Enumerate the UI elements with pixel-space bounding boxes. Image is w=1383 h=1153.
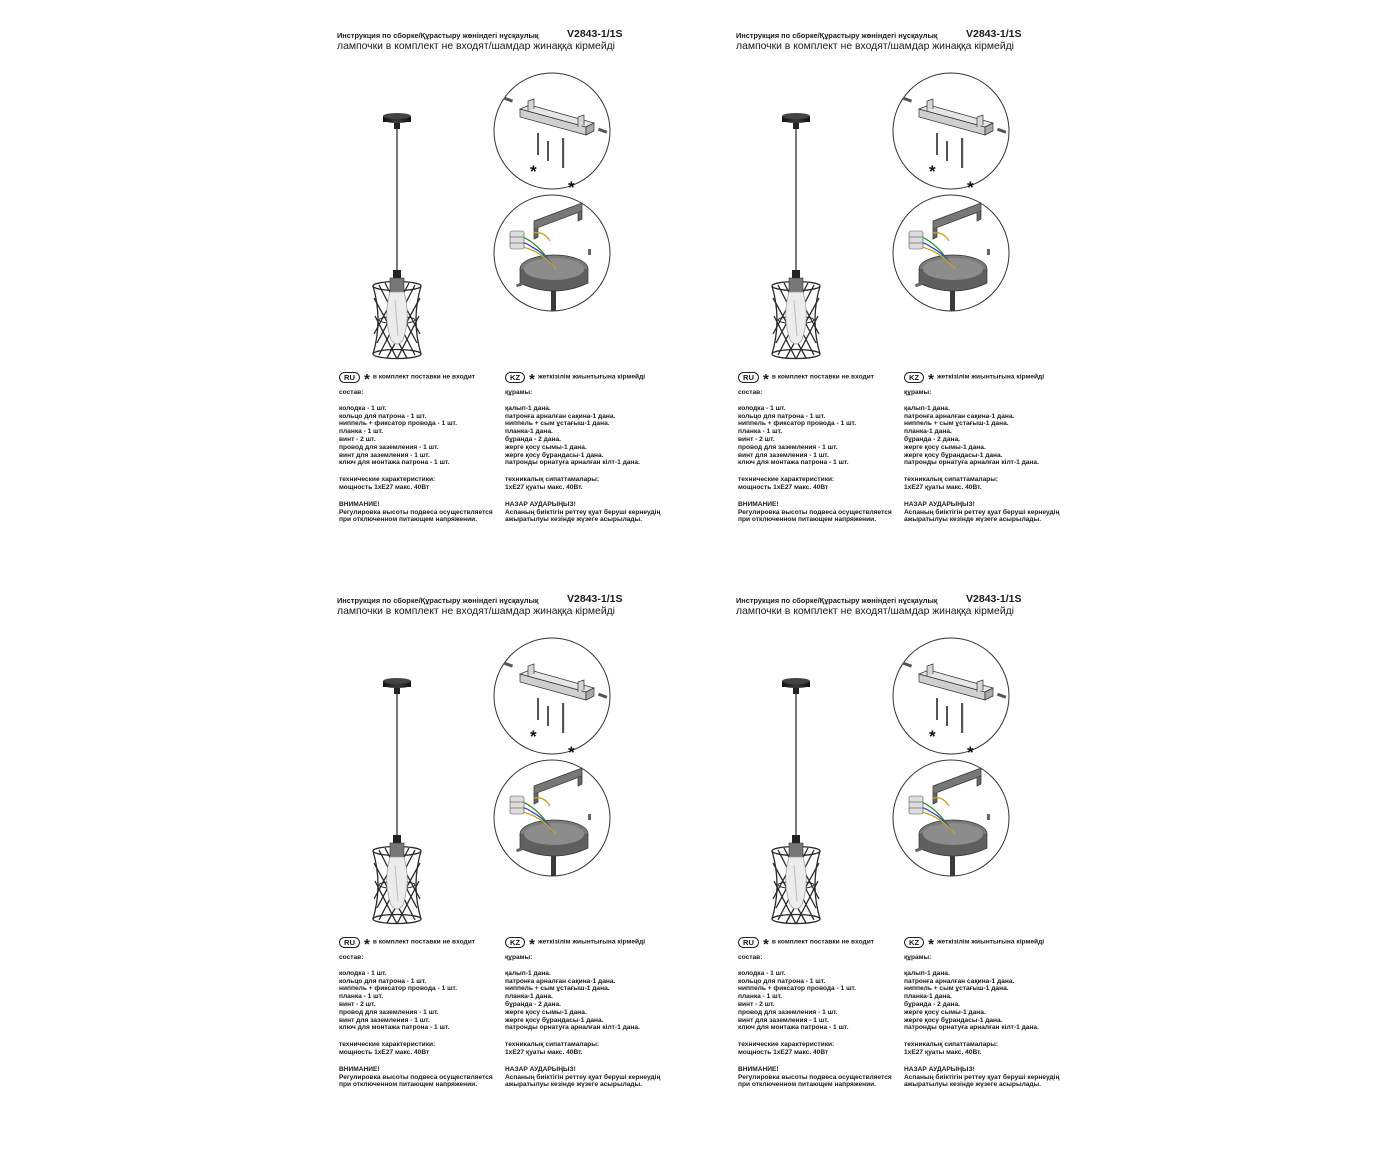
kz-warning <box>904 1066 1079 1089</box>
ru-specs <box>738 476 908 492</box>
asterisk-icon: * <box>928 935 934 953</box>
instruction-title: Инструкция по сборке/Құрастыру жөніндегі нұсқаулық <box>337 596 539 605</box>
ru-specs-label: технические характеристики: <box>339 476 436 484</box>
list-item: колодка - 1 шт. <box>339 404 387 412</box>
list-item: колодка - 1 шт. <box>738 404 786 412</box>
instruction-title: Инструкция по сборке/Құрастыру жөніндегі нұсқаулық <box>736 596 938 605</box>
canopy-wiring-detail <box>490 756 614 880</box>
kz-badge: KZ <box>505 372 525 383</box>
kz-star-note: жеткізілім жиынтығына кірмейді <box>936 373 1045 381</box>
ru-contents-label: состав: <box>738 389 763 396</box>
kz-legend <box>505 937 680 953</box>
ru-warning-label: ВНИМАНИЕ! <box>339 1065 380 1073</box>
not-included-star-mark: * <box>530 162 537 181</box>
list-item: патронды орнатуға арналған кілт-1 дана. <box>505 459 640 467</box>
list-item: қалып-1 дана. <box>904 404 950 412</box>
list-item: ниппель + сым ұстағыш-1 дана. <box>904 985 1009 993</box>
kz-specs-value: 1xE27 қуаты макс. 40Вт. <box>904 1048 982 1056</box>
list-item: провод для заземления - 1 шт. <box>339 1008 439 1016</box>
not-included-star-mark: * <box>568 743 575 756</box>
model-number: V2843-1/1S <box>567 28 623 40</box>
ru-warning-line: при отключенном питающем напряжении. <box>738 516 877 524</box>
kz-contents-column <box>505 937 680 1089</box>
ru-warning-line: при отключенном питающем напряжении. <box>339 1081 478 1089</box>
kz-contents-column <box>904 937 1079 1089</box>
list-item: бұранда - 2 дана. <box>505 1000 561 1008</box>
ru-warning-label: ВНИМАНИЕ! <box>738 500 779 508</box>
ru-legend <box>339 372 509 388</box>
list-item: винт для заземления - 1 шт. <box>738 1016 829 1024</box>
ru-contents-label: состав: <box>738 954 763 961</box>
ru-warning-line: при отключенном питающем напряжении. <box>738 1081 877 1089</box>
kz-contents-label: құрамы: <box>904 954 932 961</box>
list-item: жерге қосу бұрандасы-1 дана. <box>505 451 604 459</box>
list-item: колодка - 1 шт. <box>738 969 786 977</box>
ru-specs-value: мощность 1xE27 макс. 40Вт <box>339 483 430 491</box>
list-item: кольцо для патрона - 1 шт. <box>339 977 427 985</box>
list-item: планка-1 дана. <box>505 428 553 436</box>
list-item: винт для заземления - 1 шт. <box>738 451 829 459</box>
list-item: патронға арналған сақина-1 дана. <box>505 977 616 985</box>
ru-contents-column <box>339 372 509 524</box>
instruction-sheet <box>736 28 1136 588</box>
ru-badge: RU <box>339 372 360 383</box>
ru-badge: RU <box>738 937 759 948</box>
ru-legend <box>738 372 908 388</box>
ru-contents-label: состав: <box>339 389 364 396</box>
kz-specs <box>505 476 680 492</box>
kz-warning-line: ажыратылуы кезінде жүзеге асырылады. <box>505 1081 643 1089</box>
asterisk-icon: * <box>928 370 934 388</box>
kz-contents-list <box>505 970 680 1032</box>
list-item: планка-1 дана. <box>505 993 553 1001</box>
instruction-sheet <box>736 593 1136 1153</box>
asterisk-icon: * <box>762 935 769 953</box>
kz-contents-column <box>505 372 680 524</box>
canopy-wiring-detail <box>889 756 1013 880</box>
kz-badge: KZ <box>505 937 525 948</box>
ru-star-note: в комплект поставки не входит <box>771 373 875 381</box>
list-item: планка - 1 шт. <box>738 428 783 436</box>
kz-badge: KZ <box>904 937 924 948</box>
list-item: ниппель + сым ұстағыш-1 дана. <box>505 420 610 428</box>
ru-specs-label: технические характеристики: <box>339 1041 436 1049</box>
ru-warning-line: Регулировка высоты подвеса осуществляется <box>738 508 892 516</box>
list-item: жерге қосу бұрандасы-1 дана. <box>904 451 1003 459</box>
pendant-lamp-illustration <box>756 78 856 378</box>
ru-specs <box>738 1041 908 1057</box>
ru-contents-column <box>738 937 908 1089</box>
list-item: винт для заземления - 1 шт. <box>339 1016 430 1024</box>
ru-star-note: в комплект поставки не входит <box>372 938 476 946</box>
bulbs-not-included-note: лампочки в комплект не входят/шамдар жинаққа кірмейді <box>736 606 1014 617</box>
ru-warning-line: Регулировка высоты подвеса осуществляется <box>738 1073 892 1081</box>
kz-specs <box>904 476 1079 492</box>
kz-specs-value: 1xE27 қуаты макс. 40Вт. <box>505 483 583 491</box>
ru-specs-label: технические характеристики: <box>738 476 835 484</box>
ru-contents-list <box>738 405 908 467</box>
ru-warning-line: Регулировка высоты подвеса осуществляется <box>339 508 493 516</box>
header-row <box>736 28 1136 42</box>
ru-legend <box>339 937 509 953</box>
ru-warning-line: Регулировка высоты подвеса осуществляется <box>339 1073 493 1081</box>
list-item: патронға арналған сақина-1 дана. <box>904 977 1015 985</box>
kz-warning <box>904 501 1079 524</box>
list-item: жерге қосу сымы-1 дана. <box>904 443 986 451</box>
kz-warning-line: Аспаның биіктігін реттеу қуат беруші кернеудің <box>505 1073 661 1081</box>
list-item: кольцо для патрона - 1 шт. <box>738 977 826 985</box>
ru-contents-list <box>339 970 509 1032</box>
list-item: ниппель + сым ұстағыш-1 дана. <box>904 420 1009 428</box>
asterisk-icon: * <box>363 935 370 953</box>
list-item: провод для заземления - 1 шт. <box>738 443 838 451</box>
list-item: патронды орнатуға арналған кілт-1 дана. <box>505 1024 640 1032</box>
kz-contents-list <box>505 405 680 467</box>
ru-specs <box>339 476 509 492</box>
ru-specs <box>339 1041 509 1057</box>
canopy-wiring-detail <box>490 191 614 315</box>
list-item: қалып-1 дана. <box>904 969 950 977</box>
ru-specs-value: мощность 1xE27 макс. 40Вт <box>738 483 829 491</box>
bulbs-not-included-note: лампочки в комплект не входят/шамдар жинаққа кірмейді <box>337 41 615 52</box>
ru-specs-value: мощность 1xE27 макс. 40Вт <box>339 1048 430 1056</box>
instruction-title: Инструкция по сборке/Құрастыру жөніндегі нұсқаулық <box>736 31 938 40</box>
kz-contents-label: құрамы: <box>505 954 533 961</box>
pendant-lamp-illustration <box>756 643 856 943</box>
pendant-lamp-illustration <box>357 643 457 943</box>
ru-badge: RU <box>339 937 360 948</box>
list-item: бұранда - 2 дана. <box>505 435 561 443</box>
asterisk-icon: * <box>529 935 535 953</box>
ru-contents-column <box>738 372 908 524</box>
kz-specs-value: 1xE27 қуаты макс. 40Вт. <box>505 1048 583 1056</box>
kz-star-note: жеткізілім жиынтығына кірмейді <box>537 938 646 946</box>
header-row <box>337 28 737 42</box>
ru-warning <box>339 501 509 524</box>
list-item: ниппель + фиксатор провода - 1 шт. <box>738 420 857 428</box>
mounting-bar-detail <box>490 71 614 191</box>
kz-contents-label: құрамы: <box>505 389 533 396</box>
list-item: колодка - 1 шт. <box>339 969 387 977</box>
list-item: винт - 2 шт. <box>738 435 775 443</box>
ru-legend <box>738 937 908 953</box>
ru-star-note: в комплект поставки не входит <box>771 938 875 946</box>
list-item: планка - 1 шт. <box>339 428 384 436</box>
list-item: ключ для монтажа патрона - 1 шт. <box>339 459 450 467</box>
list-item: жерге қосу бұрандасы-1 дана. <box>505 1016 604 1024</box>
list-item: патронға арналған сақина-1 дана. <box>904 412 1015 420</box>
kz-star-note: жеткізілім жиынтығына кірмейді <box>936 938 1045 946</box>
list-item: жерге қосу сымы-1 дана. <box>505 1008 587 1016</box>
ru-contents-list <box>738 970 908 1032</box>
kz-specs <box>904 1041 1079 1057</box>
list-item: винт - 2 шт. <box>339 435 376 443</box>
asterisk-icon: * <box>529 370 535 388</box>
list-item: ниппель + фиксатор провода - 1 шт. <box>339 985 458 993</box>
list-item: винт - 2 шт. <box>738 1000 775 1008</box>
kz-specs-label: техникалық сипаттамалары: <box>505 476 600 484</box>
kz-specs-label: техникалық сипаттамалары: <box>904 1041 999 1049</box>
list-item: ключ для монтажа патрона - 1 шт. <box>738 1024 849 1032</box>
ru-warning-label: ВНИМАНИЕ! <box>339 500 380 508</box>
list-item: винт - 2 шт. <box>339 1000 376 1008</box>
ru-contents-label: состав: <box>339 954 364 961</box>
kz-specs-value: 1xE27 қуаты макс. 40Вт. <box>904 483 982 491</box>
model-number: V2843-1/1S <box>966 593 1022 605</box>
header-row <box>736 593 1136 607</box>
bulbs-not-included-note: лампочки в комплект не входят/шамдар жинаққа кірмейді <box>337 606 615 617</box>
list-item: планка-1 дана. <box>904 993 952 1001</box>
not-included-star-mark: * <box>929 727 936 746</box>
ru-warning <box>738 1066 908 1089</box>
list-item: провод для заземления - 1 шт. <box>738 1008 838 1016</box>
kz-warning <box>505 501 680 524</box>
list-item: патронға арналған сақина-1 дана. <box>505 412 616 420</box>
list-item: жерге қосу бұрандасы-1 дана. <box>904 1016 1003 1024</box>
kz-warning-line: ажыратылуы кезінде жүзеге асырылады. <box>904 1081 1042 1089</box>
mounting-bar-detail <box>490 636 614 756</box>
kz-legend <box>904 937 1079 953</box>
kz-warning-line: ажыратылуы кезінде жүзеге асырылады. <box>904 516 1042 524</box>
ru-badge: RU <box>738 372 759 383</box>
kz-warning-label: НАЗАР АУДАРЫҢЫЗ! <box>904 1065 975 1073</box>
kz-star-note: жеткізілім жиынтығына кірмейді <box>537 373 646 381</box>
kz-legend <box>904 372 1079 388</box>
pendant-lamp-illustration <box>357 78 457 378</box>
model-number: V2843-1/1S <box>966 28 1022 40</box>
kz-warning-line: Аспаның биіктігін реттеу қуат беруші кернеудің <box>505 508 661 516</box>
kz-warning-line: Аспаның биіктігін реттеу қуат беруші кернеудің <box>904 1073 1060 1081</box>
instruction-title: Инструкция по сборке/Құрастыру жөніндегі нұсқаулық <box>337 31 539 40</box>
kz-specs-label: техникалық сипаттамалары: <box>505 1041 600 1049</box>
kz-contents-column <box>904 372 1079 524</box>
list-item: ниппель + фиксатор провода - 1 шт. <box>339 420 458 428</box>
list-item: ниппель + фиксатор провода - 1 шт. <box>738 985 857 993</box>
ru-star-note: в комплект поставки не входит <box>372 373 476 381</box>
list-item: ключ для монтажа патрона - 1 шт. <box>738 459 849 467</box>
not-included-star-mark: * <box>929 162 936 181</box>
list-item: патронды орнатуға арналған кілт-1 дана. <box>904 459 1039 467</box>
not-included-star-mark: * <box>967 743 974 756</box>
list-item: бұранда - 2 дана. <box>904 1000 960 1008</box>
kz-contents-list <box>904 405 1079 467</box>
list-item: патронды орнатуға арналған кілт-1 дана. <box>904 1024 1039 1032</box>
ru-warning <box>339 1066 509 1089</box>
list-item: планка - 1 шт. <box>339 993 384 1001</box>
kz-contents-list <box>904 970 1079 1032</box>
ru-warning-label: ВНИМАНИЕ! <box>738 1065 779 1073</box>
list-item: ниппель + сым ұстағыш-1 дана. <box>505 985 610 993</box>
list-item: жерге қосу сымы-1 дана. <box>904 1008 986 1016</box>
ru-contents-column <box>339 937 509 1089</box>
kz-badge: KZ <box>904 372 924 383</box>
bulbs-not-included-note: лампочки в комплект не входят/шамдар жинаққа кірмейді <box>736 41 1014 52</box>
mounting-bar-detail <box>889 636 1013 756</box>
instruction-sheet <box>337 593 737 1153</box>
not-included-star-mark: * <box>568 178 575 191</box>
kz-warning <box>505 1066 680 1089</box>
list-item: қалып-1 дана. <box>505 404 551 412</box>
mounting-bar-detail <box>889 71 1013 191</box>
kz-warning-label: НАЗАР АУДАРЫҢЫЗ! <box>904 500 975 508</box>
list-item: провод для заземления - 1 шт. <box>339 443 439 451</box>
kz-contents-label: құрамы: <box>904 389 932 396</box>
list-item: кольцо для патрона - 1 шт. <box>738 412 826 420</box>
kz-warning-line: ажыратылуы кезінде жүзеге асырылады. <box>505 516 643 524</box>
list-item: жерге қосу сымы-1 дана. <box>505 443 587 451</box>
ru-specs-label: технические характеристики: <box>738 1041 835 1049</box>
kz-warning-line: Аспаның биіктігін реттеу қуат беруші кернеудің <box>904 508 1060 516</box>
list-item: қалып-1 дана. <box>505 969 551 977</box>
kz-warning-label: НАЗАР АУДАРЫҢЫЗ! <box>505 500 576 508</box>
list-item: винт для заземления - 1 шт. <box>339 451 430 459</box>
canopy-wiring-detail <box>889 191 1013 315</box>
not-included-star-mark: * <box>967 178 974 191</box>
list-item: бұранда - 2 дана. <box>904 435 960 443</box>
asterisk-icon: * <box>762 370 769 388</box>
kz-specs-label: техникалық сипаттамалары: <box>904 476 999 484</box>
list-item: планка - 1 шт. <box>738 993 783 1001</box>
not-included-star-mark: * <box>530 727 537 746</box>
model-number: V2843-1/1S <box>567 593 623 605</box>
kz-specs <box>505 1041 680 1057</box>
list-item: кольцо для патрона - 1 шт. <box>339 412 427 420</box>
header-row <box>337 593 737 607</box>
ru-warning-line: при отключенном питающем напряжении. <box>339 516 478 524</box>
kz-legend <box>505 372 680 388</box>
ru-contents-list <box>339 405 509 467</box>
asterisk-icon: * <box>363 370 370 388</box>
ru-specs-value: мощность 1xE27 макс. 40Вт <box>738 1048 829 1056</box>
instruction-sheet <box>337 28 737 588</box>
list-item: ключ для монтажа патрона - 1 шт. <box>339 1024 450 1032</box>
list-item: планка-1 дана. <box>904 428 952 436</box>
ru-warning <box>738 501 908 524</box>
kz-warning-label: НАЗАР АУДАРЫҢЫЗ! <box>505 1065 576 1073</box>
